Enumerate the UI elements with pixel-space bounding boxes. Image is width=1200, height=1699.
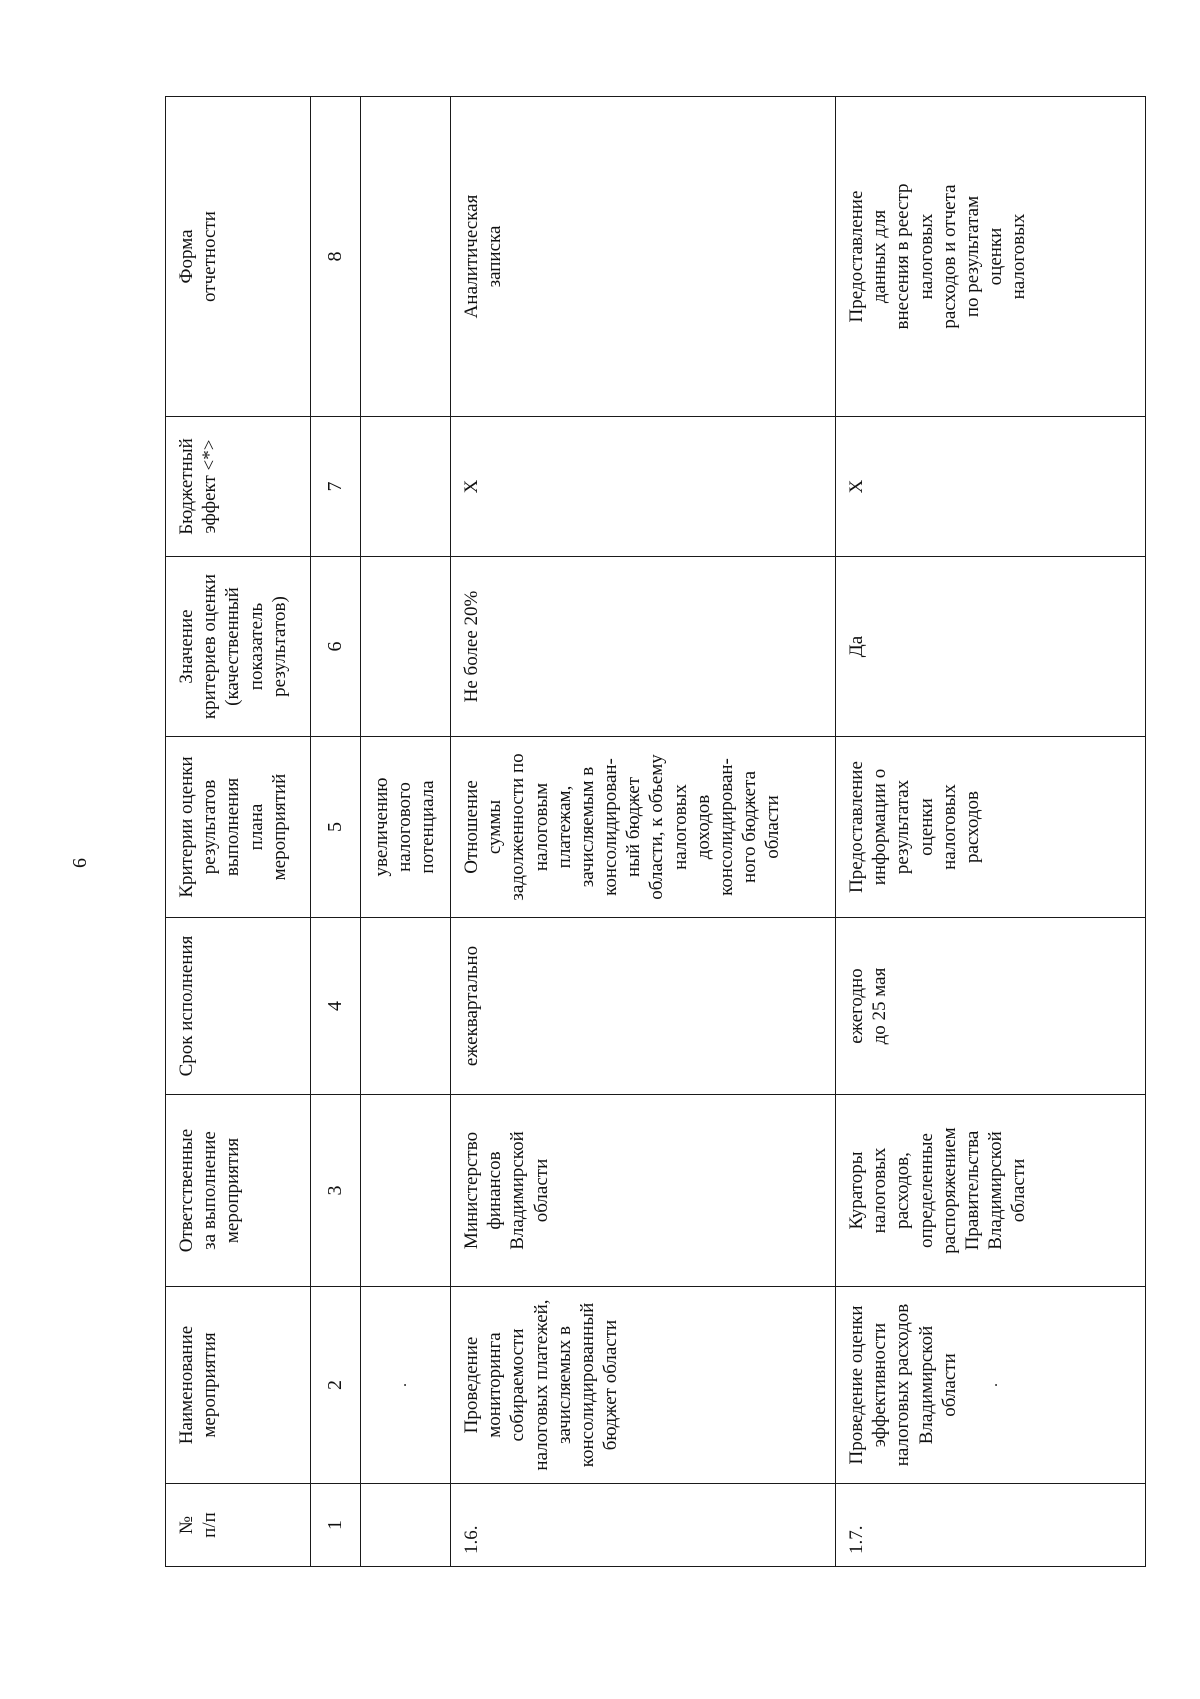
column-number: 6 bbox=[311, 557, 361, 737]
table-row bbox=[836, 97, 1146, 1567]
table-cell bbox=[361, 1484, 451, 1567]
table-cell bbox=[361, 918, 451, 1095]
row-name: Проведение оценки эффективности налоговых расходов Владимирской области . bbox=[836, 1287, 1146, 1484]
continuation-row bbox=[361, 97, 451, 1567]
column-number: 1 bbox=[311, 1484, 361, 1567]
column-number: 8 bbox=[311, 97, 361, 417]
row-name: Проведение мониторинга собираемости налоговых платежей, зачисляемых в консолидированный бюджет области bbox=[451, 1287, 836, 1484]
measures-table bbox=[165, 96, 1146, 1567]
row-number: 1.7. bbox=[836, 1484, 1146, 1567]
row-criteria-value: Да bbox=[836, 557, 1146, 737]
header-cell-report-form: Форма отчетности bbox=[166, 97, 311, 417]
header-row bbox=[166, 97, 311, 1567]
row-criteria: Предоставление информации о результатах оценки налоговых расходов bbox=[836, 737, 1146, 918]
column-number: 5 bbox=[311, 737, 361, 918]
table-cell bbox=[361, 557, 451, 737]
header-cell-responsible: Ответственные за выполнение мероприятия bbox=[166, 1095, 311, 1287]
column-number: 7 bbox=[311, 417, 361, 557]
row-budget-effect: X bbox=[836, 417, 1146, 557]
header-cell-budget-effect: Бюджетный эффект <*> bbox=[166, 417, 311, 557]
header-cell-deadline: Срок исполнения bbox=[166, 918, 311, 1095]
table-cell bbox=[361, 417, 451, 557]
row-deadline: ежеквартально bbox=[451, 918, 836, 1095]
table-row bbox=[451, 97, 836, 1567]
header-cell-number: № п/п bbox=[166, 1484, 311, 1567]
column-number-row bbox=[311, 97, 361, 1567]
header-cell-criteria-value: Значение критериев оценки (качественный показатель результатов) bbox=[166, 557, 311, 737]
row-responsible: Кураторы налоговых расходов, определенные распоряжением Правительства Владимирской области bbox=[836, 1095, 1146, 1287]
page-number: 6 bbox=[69, 858, 91, 868]
row-report-form: Аналитическая записка bbox=[451, 97, 836, 417]
column-number: 4 bbox=[311, 918, 361, 1095]
row-report-form: Предоставление данных для внесения в реестр налоговых расходов и отчета по результатам оценки налоговых bbox=[836, 97, 1146, 417]
header-cell-criteria: Критерии оценки результатов выполнения плана мероприятий bbox=[166, 737, 311, 918]
table-cell bbox=[361, 1287, 451, 1484]
table-cell bbox=[361, 1095, 451, 1287]
row-budget-effect: X bbox=[451, 417, 836, 557]
row-deadline: ежегодно до 25 мая bbox=[836, 918, 1146, 1095]
header-cell-name: Наименование мероприятия bbox=[166, 1287, 311, 1484]
stray-mark: . bbox=[983, 1383, 1001, 1387]
row-number: 1.6. bbox=[451, 1484, 836, 1567]
stray-mark: . bbox=[393, 1383, 410, 1387]
column-number: 2 bbox=[311, 1287, 361, 1484]
table-cell-criteria: увеличению налогового потенциала bbox=[361, 737, 451, 918]
row-responsible: Министерство финансов Владимирской области bbox=[451, 1095, 836, 1287]
table-frame bbox=[165, 97, 1145, 1567]
table-cell bbox=[361, 97, 451, 417]
row-criteria-value: Не более 20% bbox=[451, 557, 836, 737]
column-number: 3 bbox=[311, 1095, 361, 1287]
row-criteria: Отношение суммы задолженности по налоговым платежам, зачисляемым в консолидирован- ный бюджет области, к объему налоговых доходов консолидирован- ного бюджета области bbox=[451, 737, 836, 918]
